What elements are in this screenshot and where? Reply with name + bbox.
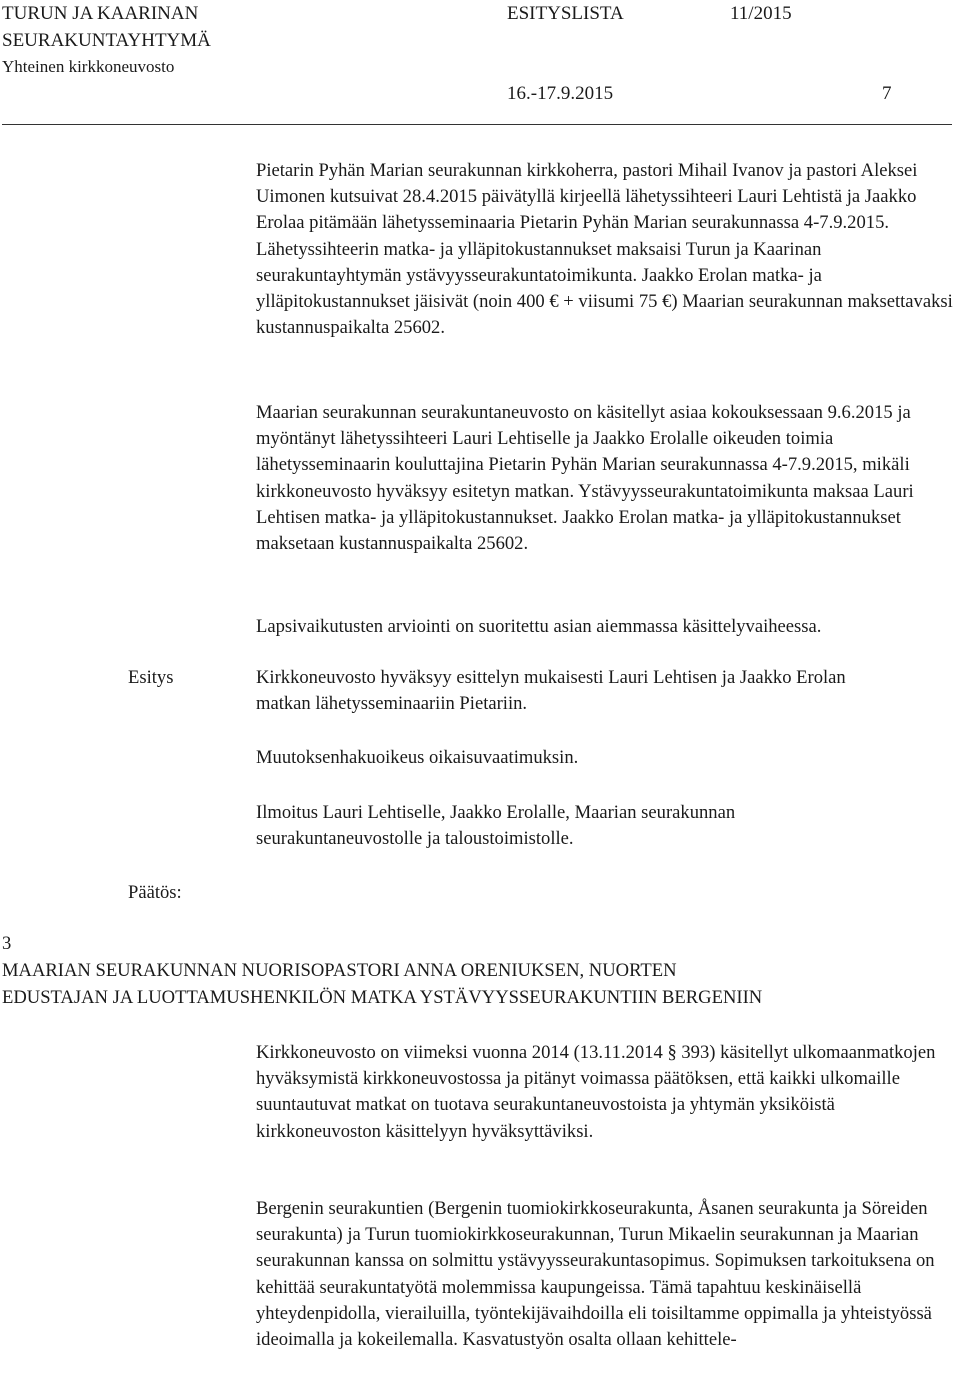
page-number: 7 xyxy=(882,83,892,104)
paragraph-text: Kirkkoneuvosto on viimeksi vuonna 2014 (13.11.2014 § 393) käsitellyt ulkomaanmatkojen hyväksymistä kirkkoneuvostossa ja pitänyt voimassa päätöksen, että kaikki ulkomaille suuntautuvat matkat on tuotava seurakuntaneuvostoista ja yhtymän yksiköistä kirkkoneuvoston käsittelyyn hyväksyttäviksi. xyxy=(256,1042,936,1142)
org-name-line1: TURUN JA KAARINAN xyxy=(2,3,199,24)
org-name-line2: SEURAKUNTAYHTYMÄ xyxy=(2,30,211,51)
doc-type: ESITYSLISTA xyxy=(507,3,624,24)
paragraph-text: Ilmoitus Lauri Lehtiselle, Jaakko Erolalle, Maarian seurakunnan seurakuntaneuvostolle ja taloustoimistolle. xyxy=(256,802,736,850)
paragraph-text: Muutoksenhakuoikeus oikaisuvaatimuksin. xyxy=(256,747,579,768)
body-paragraph-3 xyxy=(256,614,958,640)
body-paragraph-2 xyxy=(256,400,958,557)
section-title-line1: MAARIAN SEURAKUNNAN NUORISOPASTORI ANNA ORENIUKSEN, NUORTEN xyxy=(2,960,677,981)
org-name-line3: Yhteinen kirkkoneuvosto xyxy=(2,57,175,76)
section-paragraph-1 xyxy=(256,1040,958,1145)
appeal-paragraph xyxy=(256,745,958,771)
header-divider xyxy=(2,124,952,125)
section-number: 3 xyxy=(2,933,12,954)
meeting-date: 16.-17.9.2015 xyxy=(507,83,614,104)
paragraph-text: Bergenin seurakuntien (Bergenin tuomiokirkkoseurakunta, Åsanen seurakunta ja Söreiden seurakunta) ja Turun tuomiokirkkoseurakunnan, Turun Mikaelin seurakunnan ja Maarian seurakunnan kanssa on solmittu ystävyysseurakuntasopimus. Sopimuksen tarkoituksena on kehittää seurakuntatyötä molemmissa kaupungeissa. Tämä tapahtuu keskinäisellä yhteydenpidolla, vierailuilla, työntekijävaihdoilla eli toisiltamme oppimalla ja yhteistyössä ideoimalla ja kokeilemalla. Kasvatustyön osalta ollaan kehittele- xyxy=(256,1198,935,1351)
paragraph-text: Kirkkoneuvosto hyväksyy esittelyn mukaisesti Lauri Lehtisen ja Jaakko Erolan matkan lähetysseminaariin Pietariin. xyxy=(256,667,846,715)
esitys-paragraph xyxy=(256,665,856,717)
notice-paragraph xyxy=(256,800,866,852)
esitys-label: Esitys xyxy=(128,667,174,688)
paragraph-text: Lapsivaikutusten arviointi on suoritettu asian aiemmassa käsittelyvaiheessa. xyxy=(256,616,822,637)
paragraph-text: Pietarin Pyhän Marian seurakunnan kirkkoherra, pastori Mihail Ivanov ja pastori Aleksei Uimonen kutsuivat 28.4.2015 päivätyllä kirjeellä lähetyssihteeri Lauri Lehtistä ja Jaakko Erolaa pitämään lähetysseminaaria Pietarin Pyhän Marian seurakunnassa 4-7.9.2015. Lähetyssihteerin matka- ja ylläpitokustannukset maksaisi Turun ja Kaarinan seurakuntayhtymän ystävyysseurakuntatoimikunta. Jaakko Erolan matka- ja ylläpitokustannukset jäisivät (noin 400 € + viisumi 75 €) Maarian seurakunnan maksettavaksi kustannuspaikalta 25602. xyxy=(256,160,953,339)
section-paragraph-2 xyxy=(256,1196,951,1353)
section-title-line2: EDUSTAJAN JA LUOTTAMUSHENKILÖN MATKA YSTÄVYYSSEURAKUNTIIN BERGENIIN xyxy=(2,987,763,1008)
paragraph-text: Maarian seurakunnan seurakuntaneuvosto on käsitellyt asiaa kokouksessaan 9.6.2015 ja myöntänyt lähetyssihteeri Lauri Lehtiselle ja Jaakko Erolalle oikeuden toimia lähetysseminaarin kouluttajina Pietarin Pyhän Marian seurakunnassa 4-7.9.2015, mikäli kirkkoneuvosto hyväksyy esitetyn matkan. Ystävyysseurakuntatoimikunta maksaa Lauri Lehtisen matka- ja ylläpitokustannukset. Jaakko Erolan matka- ja ylläpitokustannukset maksetaan kustannuspaikalta 25602. xyxy=(256,402,914,555)
section-title xyxy=(2,957,960,1011)
doc-number: 11/2015 xyxy=(730,3,792,24)
body-paragraph-1 xyxy=(256,158,958,341)
paatos-label: Päätös: xyxy=(128,882,182,903)
